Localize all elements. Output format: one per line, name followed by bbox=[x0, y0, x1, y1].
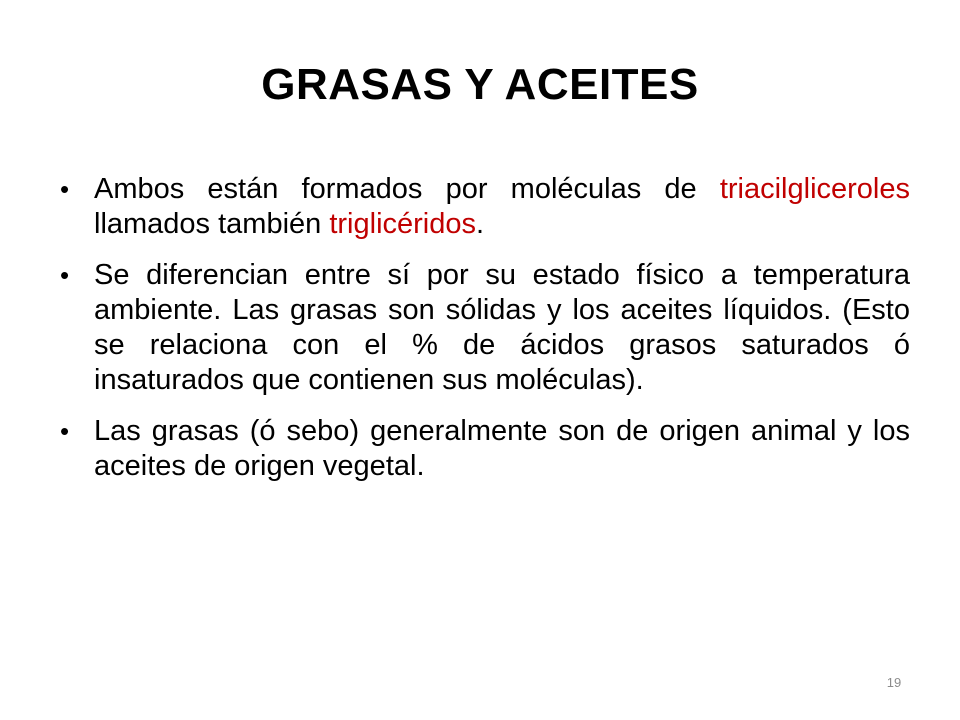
highlighted-term: triacilgliceroles bbox=[719, 173, 910, 205]
bullet-text: Las grasas (ó sebo) generalmente son de origen animal y los aceites de origen vegetal. bbox=[94, 415, 910, 482]
bullet-item bbox=[60, 414, 910, 484]
page-number: 19 bbox=[886, 675, 902, 690]
highlighted-term: triglicéridos bbox=[329, 208, 477, 240]
bullet-text-segment: llamados también bbox=[94, 208, 330, 240]
bullet-list bbox=[60, 172, 910, 500]
bullet-text-segment: Ambos están formados por moléculas de bbox=[94, 173, 720, 205]
slide-title: GRASAS Y ACEITES bbox=[261, 60, 699, 109]
bullet-icon: • bbox=[60, 416, 70, 446]
bullet-text: Se diferencian entre sí por su estado físico a temperatura ambiente. Las grasas son sólidas y los aceites líquidos. (Esto se relaciona con el % de ácidos grasos saturados ó insaturados que contienen sus moléculas). bbox=[94, 259, 910, 396]
bullet-icon: • bbox=[60, 260, 70, 290]
bullet-text-segment: . bbox=[476, 208, 485, 240]
bullet-item bbox=[60, 258, 910, 398]
bullet-icon: • bbox=[60, 174, 70, 204]
bullet-item bbox=[60, 172, 910, 242]
